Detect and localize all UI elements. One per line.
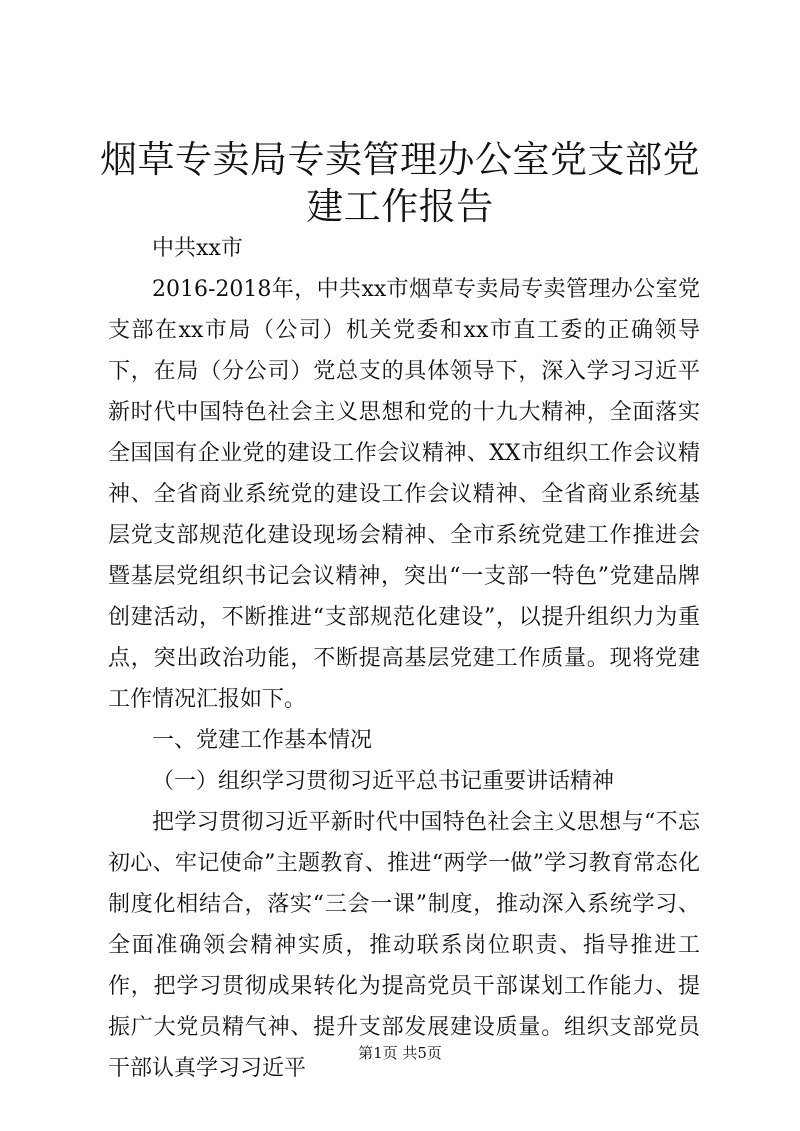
subsection-heading-1: （一）组织学习贯彻习近平总书记重要讲话精神 [152,769,615,794]
document-title: 烟草专卖局专卖管理办公室党支部党建工作报告 [100,138,700,228]
paragraph-study: 把学习贯彻习近平新时代中国特色社会主义思想与“不忘初心、牢记使命”主题教育、推进“两学一做”学习教育常态化制度化相结合，落实“三会一课”制度，推动深入系统学习、全面准确领会精神实质，推动联系岗位职责、指导推进工作，把学习贯彻成果转化为提高党员干部谋划工作能力、提振广大党员精气神、提升支部发展建设质量。组织支部党员干部认真学习习近平 [108,810,700,1081]
paragraph-intro: 2016-2018年，中共xx市烟草专卖局专卖管理办公室党支部在xx市局（公司）机关党委和xx市直工委的正确领导下，在局（分公司）党总支的具体领导下，深入学习习近平新时代中国特色社会主义思想和党的十九大精神，全面落实全国国有企业党的建设工作会议精神、XX市组织工作会议精神、全省商业系统党的建设工作会议精神、全省商业系统基层党支部规范化建设现场会精神、全市系统党建工作推进会暨基层党组织书记会议精神，突出“一支部一特色”党建品牌创建活动，不断推进“支部规范化建设”，以提升组织力为重点，突出政治功能，不断提高基层党建工作质量。现将党建工作情况汇报如下。 [108,277,700,712]
page-footer: 第1页 共5页 [358,1044,442,1062]
document-body [108,228,700,1089]
paragraph-organization: 中共xx市 [152,236,243,261]
section-heading-1: 一、党建工作基本情况 [152,728,373,753]
